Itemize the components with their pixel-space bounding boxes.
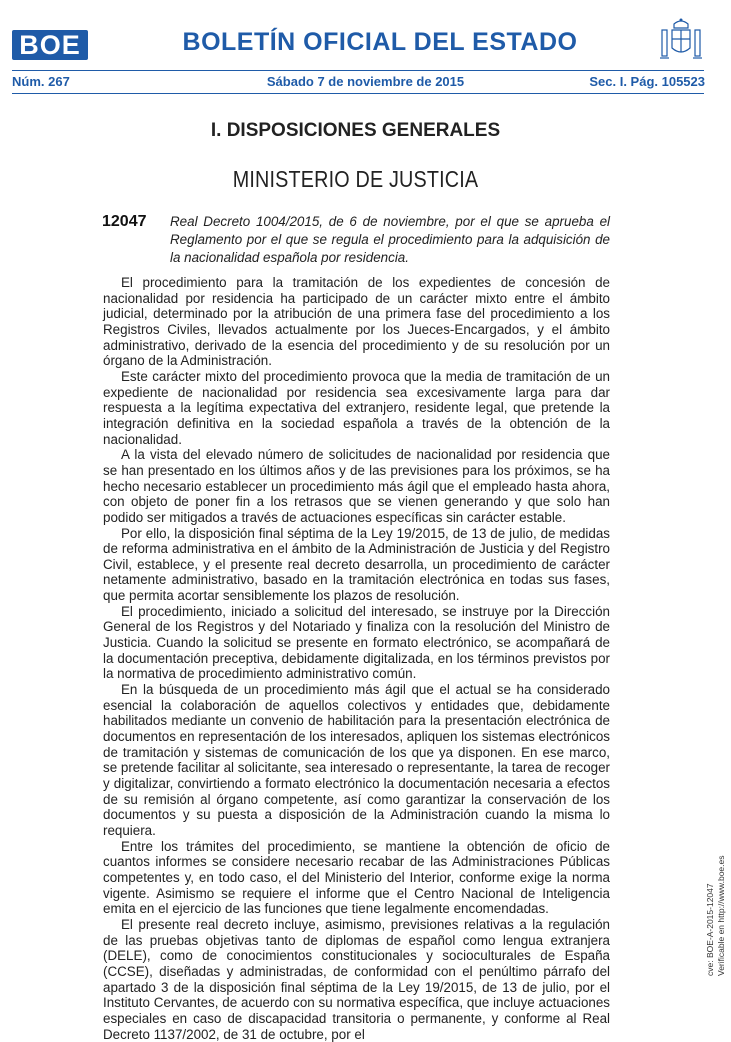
section-heading: I. DISPOSICIONES GENERALES [210,120,501,141]
paragraph: Este carácter mixto del procedimiento provoca que la media de tramitación de un expediente de nacionalidad por residencia sea excesivamente larga para dar respuesta a la legítima expectativa del extranjero, residente legal, que pretende la integración definitiva en la sociedad española a través de la obtención de la nacionalidad. [103,368,610,447]
issue-number: Núm. 267 [12,74,70,89]
cve-code: cve: BOE-A-2015-12047 [705,883,715,976]
verification-note [705,826,727,976]
entry-number: 12047 [102,213,147,230]
paragraph: A la vista del elevado número de solicitudes de nacionalidad por residencia que se han presentado en los últimos años y de las previsiones para los próximos, se ha hecho necesario establecer un procedimiento más ágil que el empleado hasta ahora, con objeto de poner fin a los retrasos que se vienen generando y que solo han podido ser mitigados a través de actuaciones específicas sin carácter estable. [103,447,610,525]
paragraph: En la búsqueda de un procedimiento más ágil que el actual se ha considerado esencial la colaboración de aquellos colectivos y entidades que, debidamente habilitados mediante un convenio de habilitación para la presentación electrónica de documentos en representación de los interesados, apliquen los sistemas electrónicos de tramitación y sistemas de comunicación de los que ya disponen. En ese marco, se pretende facilitar al solicitante, sea interesado o representante, la tarea de recoger y digitalizar, convirtiendo a formato electrónico la documentación necesaria a efectos de su remisión al órgano competente, así como garantizar la conservación de los documentos y su puesta a disposición de la Administración cuando la misma lo requiera. [103,682,610,838]
document-body [103,275,610,1042]
header-rule-bottom [12,93,704,94]
section-page: Sec. I. Pág. 105523 [589,74,705,89]
decree-title: Real Decreto 1004/2015, de 6 de noviembre, por el que se aprueba el Reglamento por el que se regula el procedimiento para la adquisición de la nacionalidad española por residencia. [170,214,610,265]
paragraph: Entre los trámites del procedimiento, se mantiene la obtención de oficio de cuantos informes se considere necesario recabar de las Administraciones Públicas competentes y, en todo caso, el del Ministerio del Interior, conforme exige la norma vigente. Asimismo se requiere el informe que el Centro Nacional de Inteligencia emita en el ejercicio de las funciones que tiene legalmente encomendadas. [103,838,610,917]
paragraph: El procedimiento para la tramitación de los expedientes de concesión de nacionalidad por residencia ha participado de un carácter mixto entre el ámbito judicial, determinado por la atribución de una primera fase del procedimiento a los Registros Civiles, llevados actualmente por los Jueces-Encargados, y el ámbito administrativo, derivado de la esencia del procedimiento y de su resolución por un órgano de la Administración. [103,275,610,369]
verification-url: Verificable en http://www.boe.es [716,855,726,976]
issue-date: Sábado 7 de noviembre de 2015 [266,74,465,89]
ministry-heading: MINISTERIO DE JUSTICIA [232,166,479,192]
boe-logo: BOE [12,30,88,60]
coat-of-arms-icon [658,16,704,64]
gazette-title: BOLETÍN OFICIAL DEL ESTADO [182,28,578,56]
paragraph: El presente real decreto incluye, asimismo, previsiones relativas a la regulación de las pruebas objetivas tanto de diplomas de español como lengua extranjera (DELE), como de conocimientos constitucionales y socioculturales de España (CCSE), diseñadas y administradas, de conformidad con el penúltimo párrafo del apartado 3 de la disposición final séptima de la Ley 19/2015, de 13 de julio, por el Instituto Cervantes, de acuerdo con su normativa específica, que incluye actuaciones especiales en caso de discapacidad transitoria o permanente, y conforme al Real Decreto 1137/2002, de 31 de octubre, por el [103,916,610,1042]
paragraph: Por ello, la disposición final séptima de la Ley 19/2015, de 13 de julio, de medidas de reforma administrativa en el ámbito de la Administración de Justicia y del Registro Civil, establece, y el presente real decreto desarrolla, un procedimiento de carácter netamente administrativo, basado en la tramitación electrónica en todas sus fases, que permita acortar sensiblemente los plazos de resolución. [103,525,610,604]
header-rule-top [12,70,704,71]
paragraph: El procedimiento, iniciado a solicitud del interesado, se instruye por la Dirección General de los Registros y del Notariado y finaliza con la resolución del Ministro de Justicia. Cuando la solicitud se presente en formato electrónico, se acompañará de la documentación preceptiva, debidamente digitalizada, en los términos previstos por la normativa de procedimiento administrativo común. [103,603,610,682]
